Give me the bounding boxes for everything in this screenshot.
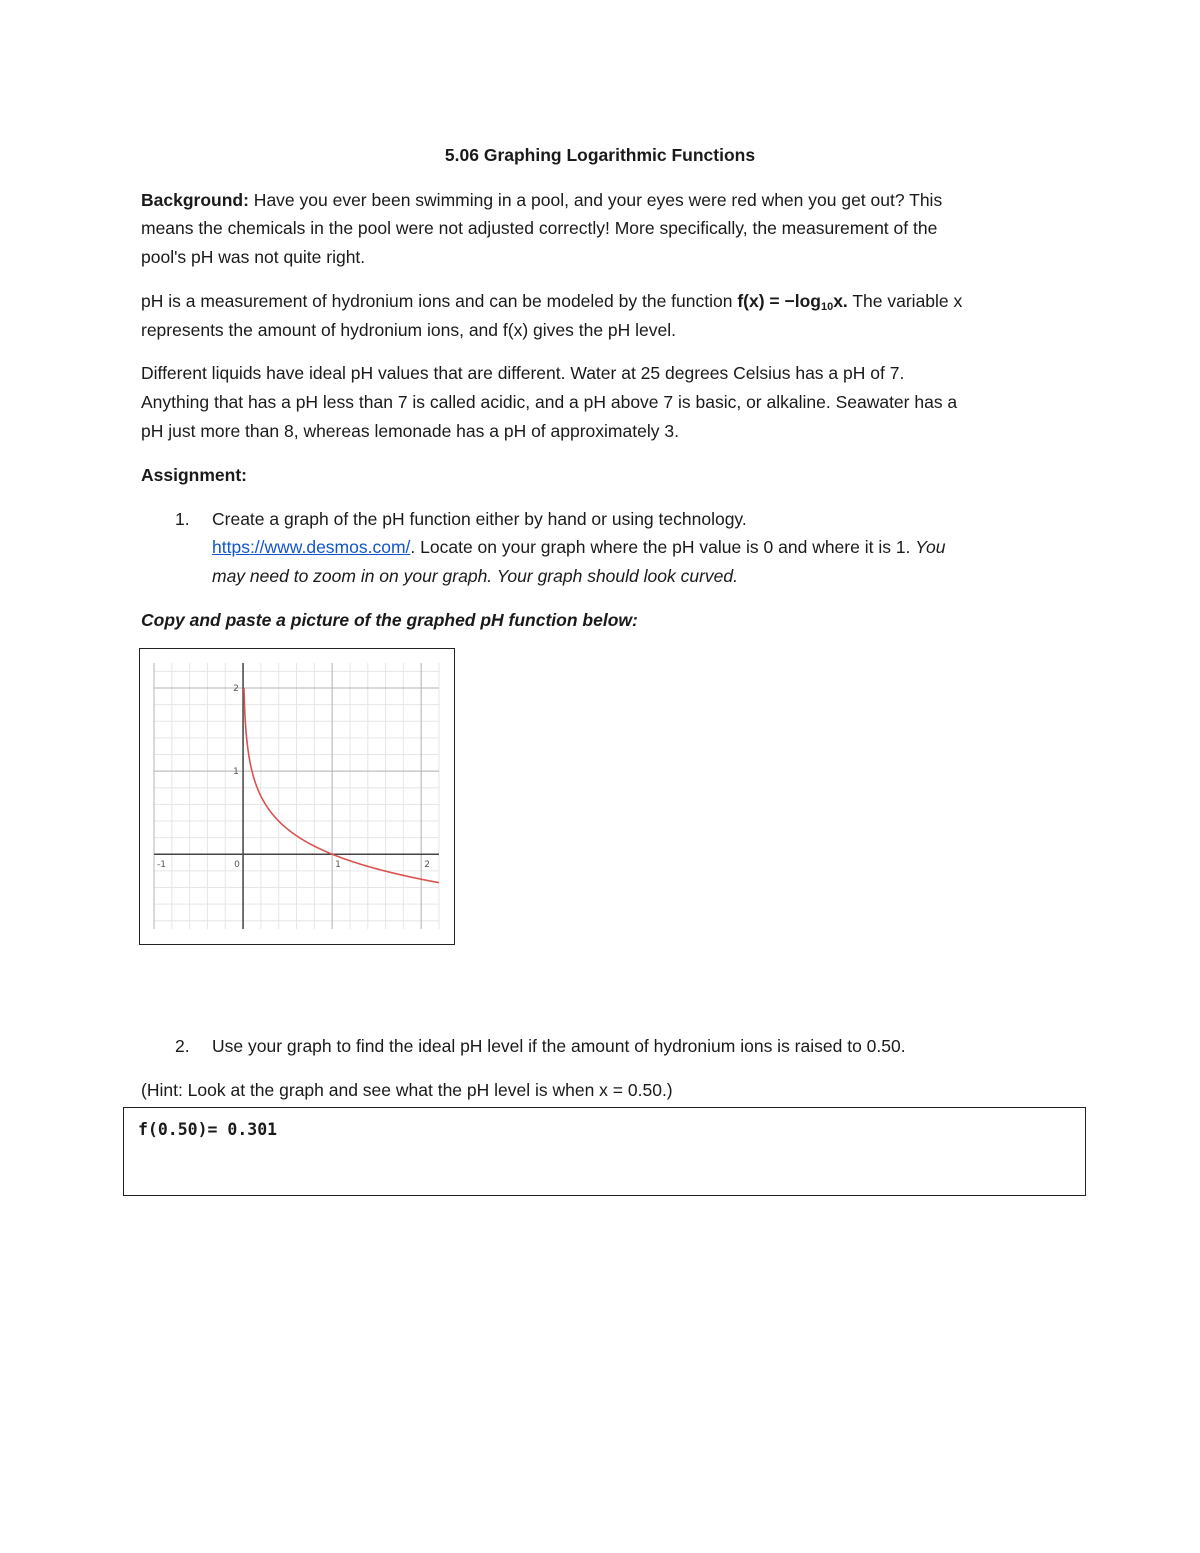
formula-tail: x. — [833, 291, 848, 311]
x-tick-label: -1 — [157, 860, 166, 871]
item-1-line-2 — [212, 536, 945, 558]
ph-paragraph-line-2: represents the amount of hydronium ions, and f(x) gives the pH level. — [141, 320, 676, 340]
item-2-number: 2. — [175, 1036, 190, 1056]
y-tick-label: 1 — [233, 767, 239, 778]
ph-paragraph-line-1 — [141, 290, 962, 318]
hint-text: (Hint: Look at the graph and see what the pH level is when x = 0.50.) — [141, 1080, 673, 1100]
background-line-2: means the chemicals in the pool were not adjusted correctly! More specifically, the measurement of the — [141, 218, 938, 238]
formula-subscript: 10 — [820, 301, 834, 313]
item-2-text: Use your graph to find the ideal pH level if the amount of hydronium ions is raised to 0.50. — [212, 1036, 906, 1056]
background-text-1: Have you ever been swimming in a pool, and your eyes were red when you get out? This — [248, 190, 943, 210]
item-1-line-1: Create a graph of the pH function either by hand or using technology. — [212, 509, 747, 529]
desmos-link[interactable]: https://www.desmos.com/ — [212, 537, 411, 557]
ph-formula — [737, 291, 847, 311]
answer-text: f(0.50)= 0.301 — [138, 1120, 278, 1139]
y-tick-label: 2 — [233, 683, 239, 694]
formula-lead: f(x) = −log — [737, 291, 821, 311]
assignment-heading — [141, 464, 247, 486]
x-tick-label: 2 — [424, 860, 430, 871]
answer-box[interactable] — [123, 1107, 1086, 1196]
liquids-line-1: Different liquids have ideal pH values that are different. Water at 25 degrees Celsius has a pH of 7. — [141, 363, 905, 383]
assignment-label: Assignment: — [141, 465, 247, 485]
background-label: Background: — [141, 190, 249, 210]
x-tick-label: 1 — [335, 860, 341, 871]
ph-text-post: The variable x — [847, 291, 963, 311]
liquids-line-2: Anything that has a pH less than 7 is called acidic, and a pH above 7 is basic, or alkaline. Seawater has a — [141, 392, 958, 412]
graph-image — [139, 648, 455, 945]
background-line-3: pool's pH was not quite right. — [141, 247, 366, 267]
item-1-number: 1. — [175, 509, 190, 529]
ph-function-chart — [140, 649, 453, 943]
paste-instruction: Copy and paste a picture of the graphed pH function below: — [141, 610, 638, 630]
page-title: 5.06 Graphing Logarithmic Functions — [444, 145, 756, 165]
ph-text-pre: pH is a measurement of hydronium ions and can be modeled by the function — [141, 291, 738, 311]
item-1-text-post: . Locate on your graph where the pH value is 0 and where it is 1. — [410, 537, 916, 557]
item-1-italic-a: You — [915, 537, 946, 557]
liquids-line-3: pH just more than 8, whereas lemonade has a pH of approximately 3. — [141, 421, 679, 441]
x-tick-label: 0 — [234, 860, 240, 871]
background-line-1 — [141, 189, 942, 211]
item-1-line-3: may need to zoom in on your graph. Your graph should look curved. — [212, 566, 738, 586]
